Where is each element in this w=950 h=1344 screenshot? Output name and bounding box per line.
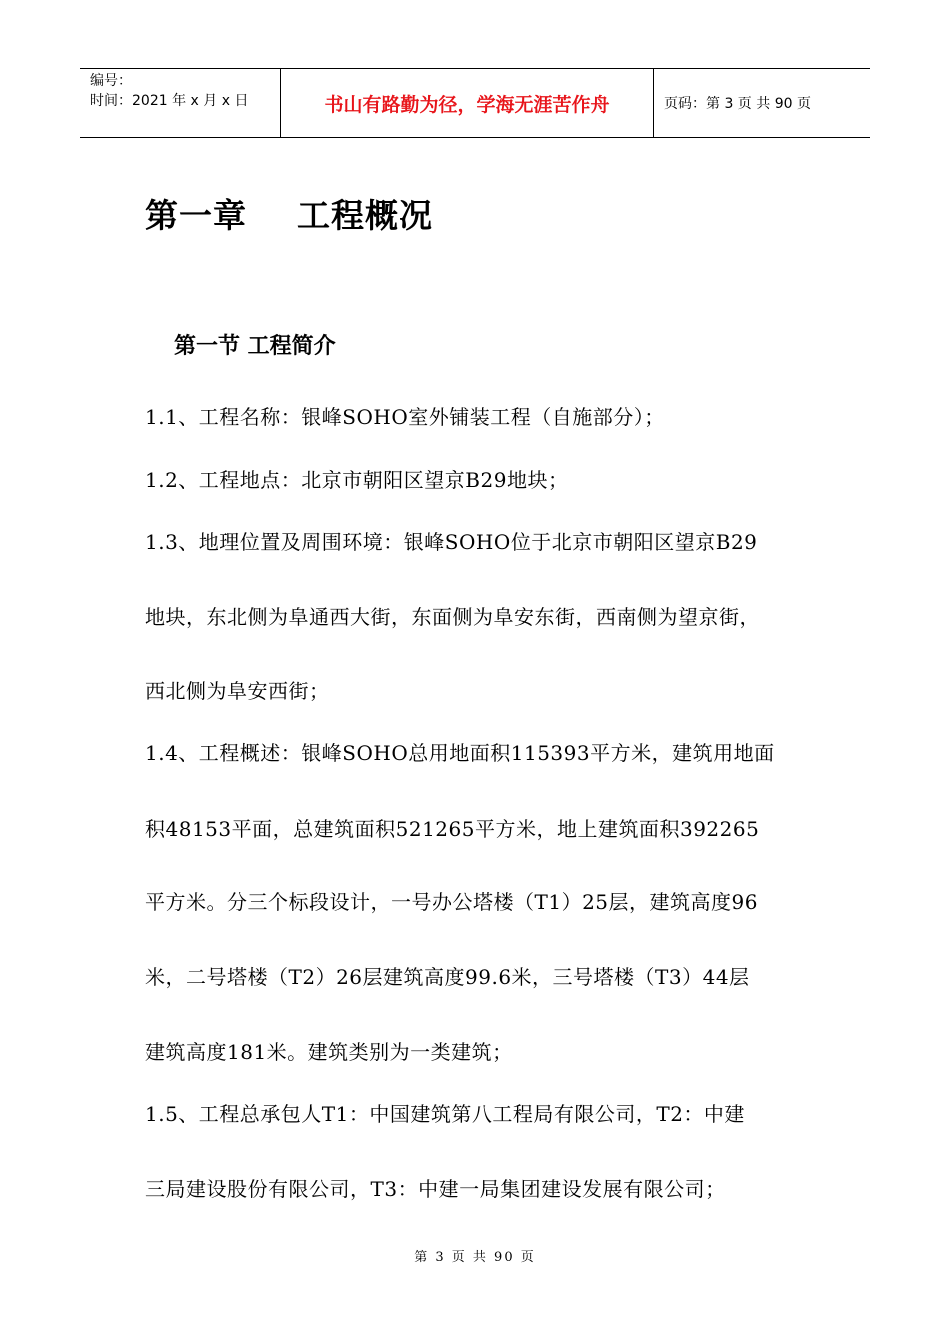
header-page-info: 页码：第 3 页 共 90 页: [664, 96, 811, 112]
chapter-title: 第一章 工程概况: [145, 196, 433, 235]
page-footer: 第 3 页 共 90 页: [414, 1250, 536, 1265]
text-line: 1.1、工程名称：银峰SOHO室外铺装工程（自施部分）；: [145, 405, 665, 429]
header-motto: 书山有路勤为径，学海无涯苦作舟: [281, 69, 654, 137]
text-line: 1.3、地理位置及周围环境：银峰SOHO位于北京市朝阳区望京B29: [145, 530, 758, 554]
text-line: 地块，东北侧为阜通西大街，东面侧为阜安东街，西南侧为望京街，: [145, 605, 760, 629]
text-line: 1.4、工程概述：银峰SOHO总用地面积115393平方米，建筑用地面: [145, 741, 775, 765]
text-line: 积48153平面，总建筑面积521265平方米，地上建筑面积392265: [145, 817, 760, 841]
page-header: [80, 68, 870, 138]
header-meta: [80, 69, 281, 137]
document-date: 时间：2021 年 x 月 x 日: [90, 93, 249, 109]
text-line: 1.2、工程地点：北京市朝阳区望京B29地块；: [145, 468, 569, 492]
text-line: 建筑高度181米。建筑类别为一类建筑；: [145, 1040, 513, 1064]
text-line: 平方米。分三个标段设计，一号办公塔楼（T1）25层，建筑高度96: [145, 890, 758, 914]
text-line: 西北侧为阜安西街；: [145, 679, 330, 703]
section-title: 第一节 工程简介: [174, 334, 336, 359]
document-number: 编号：: [90, 73, 132, 89]
text-line: 三局建设股份有限公司，T3：中建一局集团建设发展有限公司；: [145, 1177, 726, 1201]
text-line: 1.5、工程总承包人T1：中国建筑第八工程局有限公司，T2：中建: [145, 1102, 745, 1126]
text-line: 米，二号塔楼（T2）26层建筑高度99.6米，三号塔楼（T3）44层: [145, 965, 750, 989]
